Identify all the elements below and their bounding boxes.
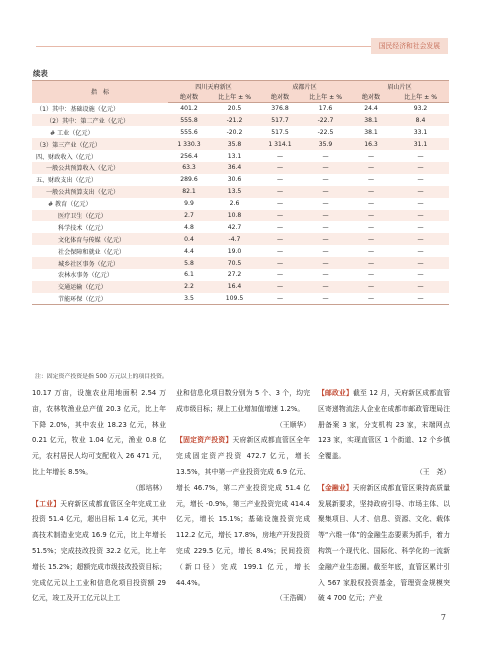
author-signature: （王浩碉）	[276, 594, 310, 603]
row-value: —	[367, 271, 375, 279]
row-value: 5.8	[168, 257, 210, 269]
subheader-abs: 绝对数	[168, 92, 210, 103]
header-indicator: 指 标	[32, 81, 168, 103]
row-value: —	[350, 281, 392, 293]
row-value: —	[392, 210, 449, 222]
row-value: —	[259, 293, 301, 305]
subheader-pct: 比上年 ± %	[301, 92, 350, 103]
row-value: —	[392, 293, 449, 305]
row-value: 38.1	[364, 128, 378, 136]
row-value: —	[322, 200, 329, 208]
author-signature: （王 尧）	[416, 467, 450, 476]
row-value: 1 330.3	[168, 138, 210, 150]
table-row	[32, 281, 449, 293]
table-row	[32, 162, 449, 174]
text-column-2	[176, 386, 310, 607]
table-row	[32, 138, 449, 150]
row-value: 0.4	[168, 233, 210, 245]
row-value: —	[301, 210, 350, 222]
row-value: -21.2	[210, 114, 259, 126]
row-value: —	[392, 281, 449, 293]
row-value: 8.4	[392, 114, 449, 126]
row-value: —	[276, 152, 284, 160]
author-signature: （郎培林）	[132, 483, 166, 492]
row-value: —	[276, 223, 284, 231]
row-value: 20.5	[227, 105, 242, 113]
row-value: 13.5	[210, 186, 259, 198]
row-value: 38.1	[350, 114, 392, 126]
row-label: 一般公共预算收入（亿元）	[32, 162, 168, 174]
author-signature: （王顺华）	[276, 420, 310, 429]
row-value: —	[301, 162, 350, 174]
table-footnote: 注：固定资产投资是指 500 万元以上的项目投资。	[35, 374, 168, 380]
row-value: —	[322, 223, 329, 231]
row-value: —	[367, 223, 375, 231]
row-value: —	[392, 162, 449, 174]
row-label: 一般公共预算支出（亿元）	[32, 186, 168, 198]
row-value: —	[367, 176, 375, 184]
row-value: —	[301, 186, 350, 198]
row-value: 2.2	[168, 281, 210, 293]
subheader-abs: 绝对数	[259, 92, 301, 103]
row-value: 256.4	[180, 152, 198, 160]
row-value: -22.7	[301, 114, 350, 126]
statistics-table	[32, 80, 449, 305]
section-header-tag: 国民经济和社会发展	[371, 38, 448, 54]
table-continued-label: 续表	[33, 69, 48, 78]
row-value: 555.6	[180, 128, 198, 136]
row-value: 1 314.1	[259, 138, 301, 150]
row-label: 农林水事务（亿元）	[58, 272, 113, 280]
row-value: —	[301, 257, 350, 269]
row-value: —	[350, 233, 392, 245]
row-label: # 工业（亿元）	[50, 129, 94, 137]
row-value: -22.5	[317, 128, 334, 136]
row-value: —	[259, 162, 301, 174]
row-value: 42.7	[227, 223, 242, 231]
table-row	[32, 269, 449, 281]
header-region-meishan: 眉山片区	[350, 81, 449, 92]
row-value: 4.4	[184, 247, 194, 255]
table-row	[32, 210, 449, 222]
text-column-1	[32, 386, 166, 607]
row-value: —	[350, 186, 392, 198]
table-row	[32, 186, 449, 198]
table-row	[32, 257, 449, 269]
row-value: 16.4	[210, 281, 259, 293]
table-row	[32, 198, 449, 210]
row-value: 517.5	[271, 128, 289, 136]
row-value: —	[350, 257, 392, 269]
row-value: —	[392, 257, 449, 269]
row-value: 13.1	[227, 152, 242, 160]
row-value: 109.5	[210, 293, 259, 305]
row-value: 9.9	[184, 200, 194, 208]
row-value: —	[417, 247, 424, 255]
table-row	[32, 150, 449, 162]
row-value: —	[259, 210, 301, 222]
row-value: 17.6	[318, 105, 333, 113]
row-value: —	[276, 247, 284, 255]
row-value: -4.7	[210, 233, 259, 245]
row-value: —	[259, 233, 301, 245]
row-label: 四、财政收入（亿元）	[36, 153, 97, 161]
paragraph-investment: 天府新区成都直管区全年完成固定资产投资 472.7 亿元，增长 13.5%，其中第一产业投资完成 6.9 亿元、增长 46.7%，第二产业投资完成 51.4 亿元，增长 -0.9%，第三产业投资完成 414.4 亿元，增长 15.1%；基础设施投资完成 112.2 亿元，增长 17.8%，房地产开发投资完成 229.5 亿元，增长 8.4%；民间投资（新口径）完成 199.1 亿元，增长 44.4%。	[176, 436, 311, 587]
row-value: 33.1	[413, 128, 428, 136]
row-value: 401.2	[180, 105, 198, 113]
row-label: 科学技术（亿元）	[58, 224, 107, 232]
row-value: —	[417, 271, 424, 279]
row-value: —	[322, 271, 329, 279]
row-label: 医疗卫生（亿元）	[32, 210, 168, 222]
row-label: （2）其中：第二产业（亿元）	[32, 114, 168, 126]
row-value: 27.2	[227, 271, 242, 279]
row-label: （3）第三产业（亿元）	[32, 138, 168, 150]
paragraph-agriculture: 10.17 万亩，设施农业用地面积 2.54 万亩，农林牧渔业总产值 20.3 亿元，比上年下降 2.0%，其中农业 18.23 亿元，林业 0.21 亿元，牧业 1.04 亿元，渔业 0.8 亿元，农村居民人均可支配收入 26 471 元，比上年增长 8.5%。	[32, 389, 166, 476]
text-column-3	[318, 386, 450, 607]
row-value: 10.8	[210, 210, 259, 222]
paragraph-industry: 天府新区成都直管区全年完成工业投资 51.4 亿元，超出目标 1.4 亿元，其中高技术制造业完成 16.9 亿元，比上年增长 51.5%；完成技改投资 32.2 亿元，比上年增长 15.2%；超额完成市级技改投资目标；完成亿元以上工业和信息化项目投资额 29 亿元，竣工及开工亿元以上工	[32, 499, 167, 603]
row-value: —	[301, 281, 350, 293]
subheader-pct: 比上年 ± %	[392, 92, 449, 103]
row-value: 82.1	[168, 186, 210, 198]
row-value: —	[417, 200, 424, 208]
subheader-pct: 比上年 ± %	[210, 92, 259, 103]
row-value: —	[322, 152, 329, 160]
table-row	[32, 245, 449, 257]
row-value: —	[417, 176, 424, 184]
row-value: —	[367, 152, 375, 160]
table-row	[32, 114, 449, 126]
row-value: 376.8	[271, 105, 289, 113]
row-value: 289.6	[180, 176, 198, 184]
row-value: —	[417, 223, 424, 231]
row-value: 35.8	[210, 138, 259, 150]
section-marker-industry: 【工业】	[32, 499, 61, 508]
row-value: —	[276, 176, 284, 184]
row-value: -20.2	[226, 128, 243, 136]
table-row	[32, 233, 449, 245]
row-value: —	[417, 152, 424, 160]
row-value: 555.8	[168, 114, 210, 126]
row-value: 6.1	[184, 271, 194, 279]
header-region-tianfu: 四川天府新区	[168, 81, 259, 92]
row-value: —	[259, 257, 301, 269]
row-value: 36.4	[210, 162, 259, 174]
table-row	[32, 126, 449, 138]
row-value: 16.3	[350, 138, 392, 150]
row-value: —	[350, 293, 392, 305]
row-value: —	[259, 281, 301, 293]
row-value: 4.8	[184, 223, 194, 231]
row-label: 城乡社区事务（亿元）	[32, 257, 168, 269]
row-value: 24.4	[364, 105, 378, 113]
header-rule	[36, 46, 380, 47]
paragraph-industry-cont: 业和信息化项目数分别为 5 个、3 个，均完成市级目标；规上工业增加值增速 1.2%。	[176, 389, 310, 413]
subheader-abs: 绝对数	[350, 92, 392, 103]
row-value: 2.6	[229, 200, 240, 208]
row-value: —	[392, 186, 449, 198]
row-label: （1）其中：基础设施（亿元）	[36, 105, 120, 113]
row-value: 35.9	[301, 138, 350, 150]
row-label: 社会保障和就业（亿元）	[58, 248, 126, 256]
row-value: —	[322, 247, 329, 255]
row-value: —	[350, 162, 392, 174]
row-value: 2.7	[168, 210, 210, 222]
paragraph-finance: 天府新区成都直管区秉持高质量发展新要求，坚持政府引导、市场主体、以聚集项目、人才、信息、资源、文化、载体等“六维一体”的金融生态要素为抓手，着力构筑一个现代化、国际化、科学化的一流新金融产业生态圈。截至年底，直管区累计引入 567 家股权投资基金，管理资金规模突破 4 700 亿元；产业	[318, 483, 451, 603]
row-value: —	[350, 210, 392, 222]
page-number: 7	[440, 613, 446, 622]
row-value: 19.0	[227, 247, 242, 255]
header-region-chengdu: 成都片区	[259, 81, 350, 92]
table-row	[32, 293, 449, 305]
row-value: —	[301, 233, 350, 245]
row-value: 93.2	[413, 105, 428, 113]
row-value: 63.3	[168, 162, 210, 174]
row-value: —	[276, 271, 284, 279]
section-marker-postal: 【邮政业】	[318, 389, 353, 397]
row-value: —	[367, 200, 375, 208]
row-value: —	[259, 186, 301, 198]
row-label: # 教育（亿元）	[48, 201, 92, 209]
row-value: —	[322, 176, 329, 184]
row-value: 31.1	[392, 138, 449, 150]
row-value: 517.7	[259, 114, 301, 126]
table-row	[32, 103, 449, 115]
row-value: —	[367, 247, 375, 255]
row-value: —	[301, 293, 350, 305]
row-value: —	[392, 233, 449, 245]
row-label: 文化体育与传媒（亿元）	[32, 233, 168, 245]
table-row	[32, 174, 449, 186]
table-header-row	[32, 81, 449, 92]
table-row	[32, 221, 449, 233]
row-label: 交通运输（亿元）	[32, 281, 168, 293]
section-marker-investment: 【固定资产投资】	[176, 436, 233, 445]
row-label: 五、财政支出（亿元）	[36, 177, 97, 185]
paragraph-postal: 截至 12 月，天府新区成都直管区寄递物流法人企业在成都市邮政管理局注册备案 3 家，分支机构 23 家，末端网点 123 家，实现直管区 1 个街道、12 个乡镇全覆盖。	[318, 389, 450, 461]
section-marker-finance: 【金融业】	[318, 483, 353, 492]
row-value: 30.6	[227, 176, 242, 184]
row-value: 70.5	[210, 257, 259, 269]
row-value: —	[276, 200, 284, 208]
row-value: 3.5	[168, 293, 210, 305]
row-label: 节能环保（亿元）	[32, 293, 168, 305]
